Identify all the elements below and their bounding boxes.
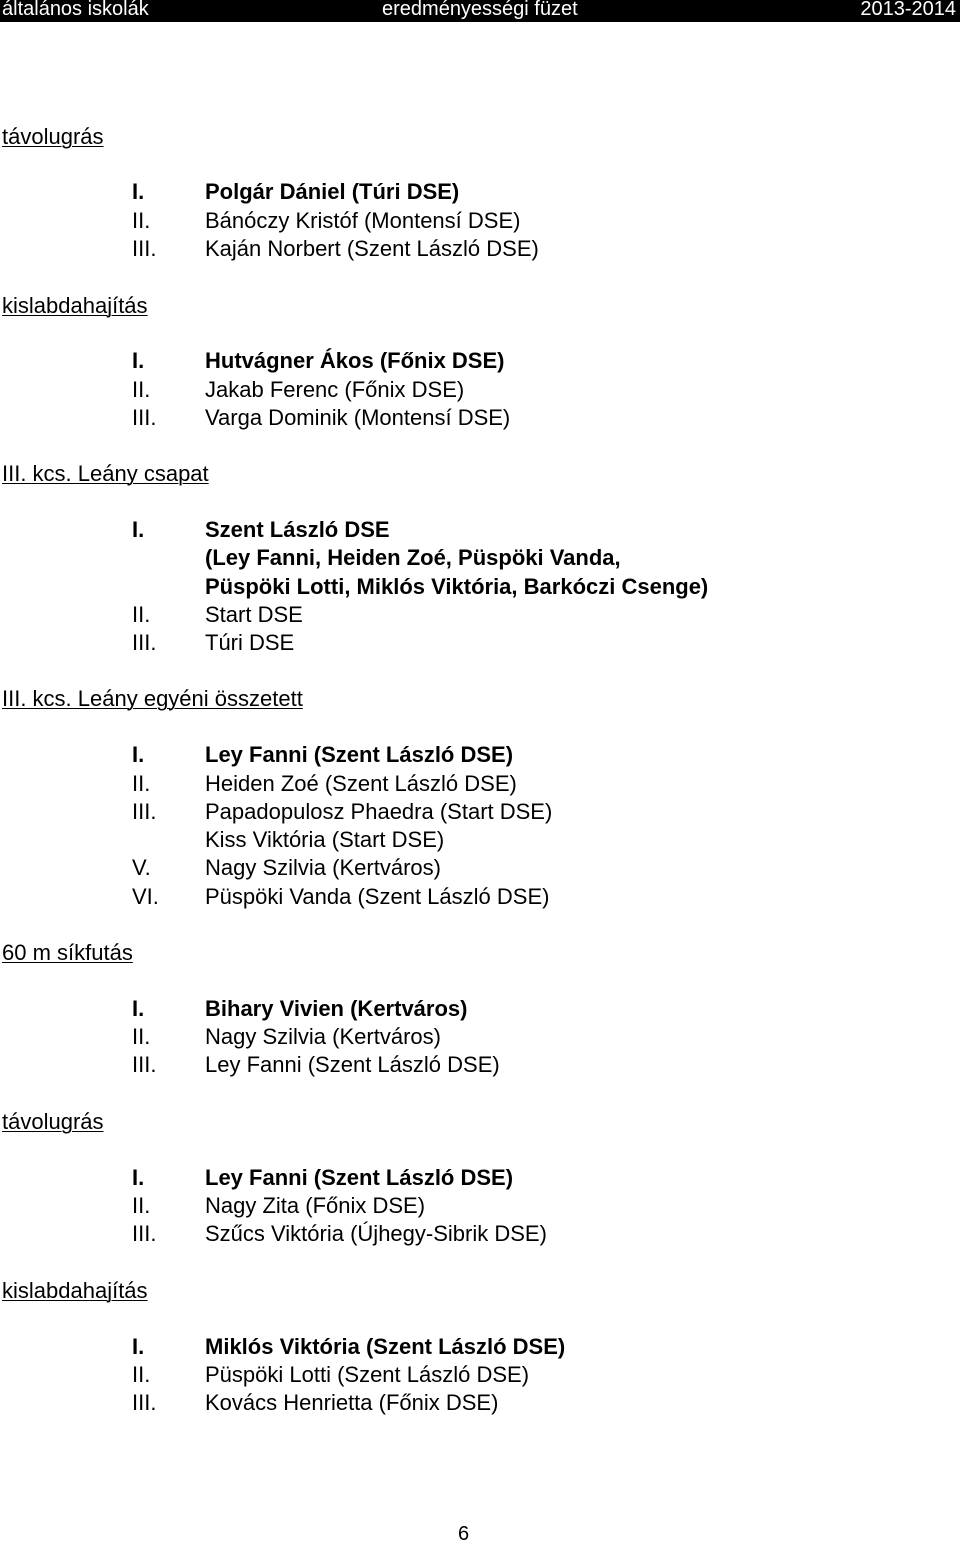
result-rank: III. bbox=[132, 405, 157, 430]
result-name: Nagy Szilvia (Kertváros) bbox=[205, 855, 441, 880]
result-name: Varga Dominik (Montensí DSE) bbox=[205, 405, 511, 430]
result-name: Nagy Szilvia (Kertváros) bbox=[205, 1024, 441, 1049]
category-title: kislabdahajítás bbox=[2, 293, 148, 318]
result-name: Kiss Viktória (Start DSE) bbox=[205, 827, 445, 852]
result-name: Bihary Vivien (Kertváros) bbox=[205, 996, 468, 1021]
category-title: III. kcs. Leány egyéni összetett bbox=[2, 686, 303, 711]
result-rank: III. bbox=[132, 799, 157, 824]
result-rank: II. bbox=[132, 208, 151, 233]
result-name: Ley Fanni (Szent László DSE) bbox=[205, 742, 514, 767]
category-title: III. kcs. Leány csapat bbox=[2, 461, 209, 486]
category-title: kislabdahajítás bbox=[2, 1278, 148, 1303]
header-right: 2013-2014 bbox=[860, 0, 956, 20]
result-rank: VI. bbox=[132, 884, 159, 909]
result-name: Ley Fanni (Szent László DSE) bbox=[205, 1052, 500, 1077]
page-header bbox=[0, 0, 960, 22]
result-name: Püspöki Lotti (Szent László DSE) bbox=[205, 1362, 530, 1387]
result-name: Miklós Viktória (Szent László DSE) bbox=[205, 1334, 566, 1359]
result-name: Nagy Zita (Főnix DSE) bbox=[205, 1193, 426, 1218]
result-name: Ley Fanni (Szent László DSE) bbox=[205, 1165, 514, 1190]
result-name: Polgár Dániel (Túri DSE) bbox=[205, 179, 460, 204]
result-rank: I. bbox=[132, 348, 145, 373]
result-rank: II. bbox=[132, 602, 151, 627]
result-name: Papadopulosz Phaedra (Start DSE) bbox=[205, 799, 553, 824]
result-name: Püspöki Lotti, Miklós Viktória, Barkóczi Csenge) bbox=[205, 574, 709, 599]
result-rank: II. bbox=[132, 771, 151, 796]
result-rank: II. bbox=[132, 377, 151, 402]
result-rank: I. bbox=[132, 996, 145, 1021]
result-rank: II. bbox=[132, 1362, 151, 1387]
result-rank: I. bbox=[132, 1334, 145, 1359]
result-name: Heiden Zoé (Szent László DSE) bbox=[205, 771, 517, 796]
header-left: általános iskolák bbox=[2, 0, 149, 20]
result-rank: I. bbox=[132, 742, 145, 767]
page-number: 6 bbox=[458, 1523, 470, 1545]
category-title: távolugrás bbox=[2, 124, 104, 149]
result-name: (Ley Fanni, Heiden Zoé, Püspöki Vanda, bbox=[205, 545, 621, 570]
result-rank: III. bbox=[132, 1052, 157, 1077]
category-title: távolugrás bbox=[2, 1109, 104, 1134]
result-name: Jakab Ferenc (Főnix DSE) bbox=[205, 377, 465, 402]
header-center: eredményességi füzet bbox=[382, 0, 578, 20]
result-name: Kovács Henrietta (Főnix DSE) bbox=[205, 1390, 499, 1415]
result-rank: II. bbox=[132, 1193, 151, 1218]
result-name: Túri DSE bbox=[205, 630, 295, 655]
result-name: Szent László DSE bbox=[205, 517, 390, 542]
result-rank: II. bbox=[132, 1024, 151, 1049]
result-rank: III. bbox=[132, 1221, 157, 1246]
result-rank: III. bbox=[132, 1390, 157, 1415]
result-name: Szűcs Viktória (Újhegy-Sibrik DSE) bbox=[205, 1221, 547, 1246]
result-name: Bánóczy Kristóf (Montensí DSE) bbox=[205, 208, 521, 233]
result-rank: I. bbox=[132, 179, 145, 204]
result-rank: III. bbox=[132, 630, 157, 655]
result-rank: I. bbox=[132, 1165, 145, 1190]
result-name: Kaján Norbert (Szent László DSE) bbox=[205, 236, 539, 261]
result-name: Start DSE bbox=[205, 602, 303, 627]
result-name: Püspöki Vanda (Szent László DSE) bbox=[205, 884, 550, 909]
result-name: Hutvágner Ákos (Főnix DSE) bbox=[205, 348, 505, 373]
category-title: 60 m síkfutás bbox=[2, 940, 133, 965]
result-rank: III. bbox=[132, 236, 157, 261]
result-rank: V. bbox=[132, 855, 151, 880]
result-rank: I. bbox=[132, 517, 145, 542]
